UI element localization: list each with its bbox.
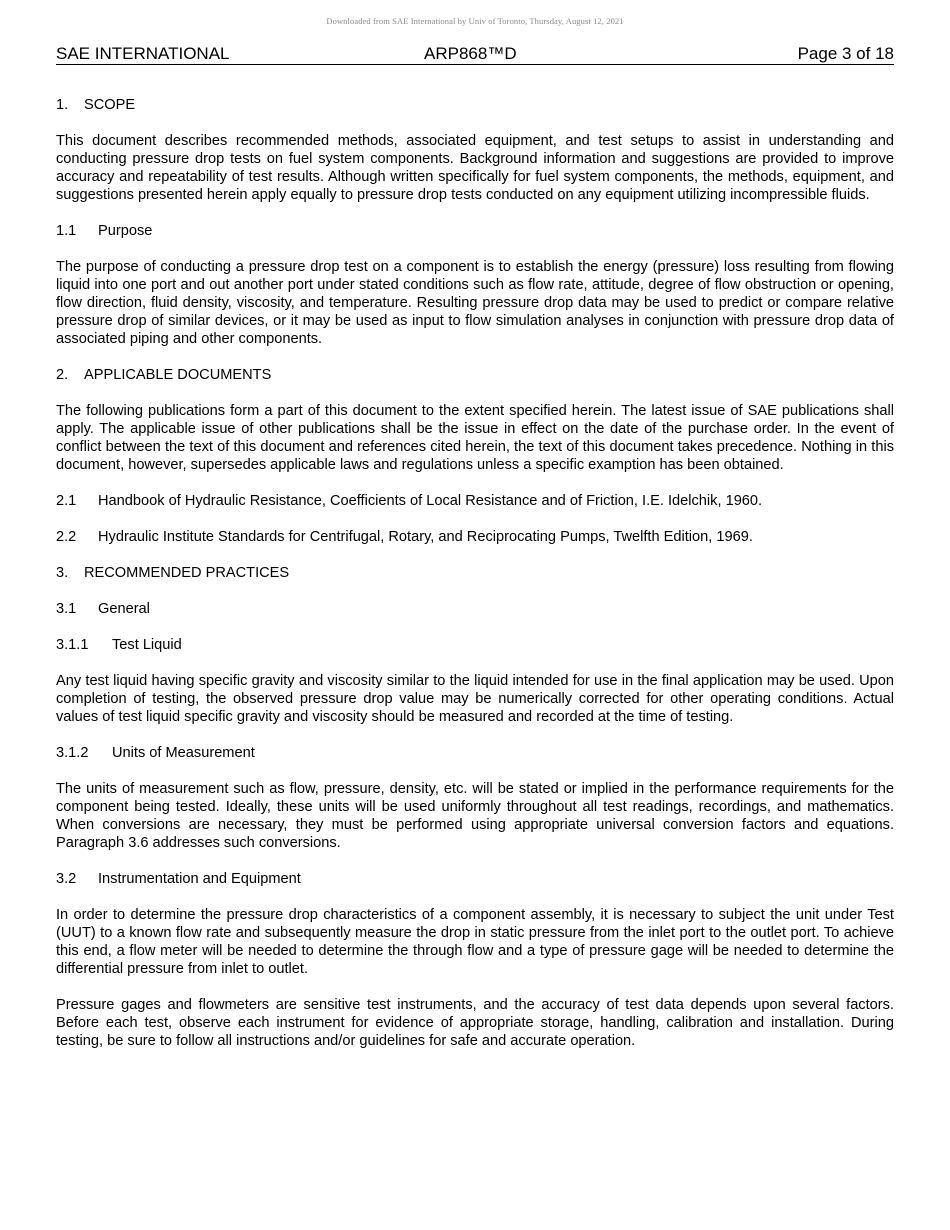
section-title: APPLICABLE DOCUMENTS xyxy=(84,367,272,383)
download-watermark: Downloaded from SAE International by Univ of Toronto, Thursday, August 12, 2021 xyxy=(326,16,624,26)
paragraph-applicable-documents: The following publications form a part of this document to the extent specified herein. The latest issue of SAE publications shall apply. The applicable issue of other publications shall be the issue in effect on the date of the purchase order. In the event of conflict between the text of this document and references cited herein, the text of this document takes precedence. Nothing in this document, however, supersedes applicable laws and regulations unless a specific examption has been obtained. xyxy=(56,403,894,473)
section-heading-general xyxy=(56,600,894,618)
section-number: 3.1 xyxy=(56,601,77,617)
paragraph-test-liquid: Any test liquid having specific gravity and viscosity similar to the liquid intended for use in the final application may be used. Upon completion of testing, the observed pressure drop value may be numerically corrected for other operating conditions. Actual values of test liquid specific gravity and viscosity should be measured and recorded at the time of testing. xyxy=(56,673,894,725)
paragraph-purpose: The purpose of conducting a pressure drop test on a component is to establish the energy (pressure) loss resulting from flowing liquid into one port and out another port under stated conditions such as flow rate, attitude, degree of flow obstruction or opening, flow direction, fluid density, viscosity, and temperature. Resulting pressure drop data may be used to predict or compare relative pressure drop of similar devices, or it may be used as input to flow simulation analyses in conjunction with pressure drop data of associated piping and other components. xyxy=(56,259,894,347)
paragraph-scope: This document describes recommended methods, associated equipment, and test setups to assist in understanding and conducting pressure drop tests on fuel system components. Background information and suggestions are provided to improve accuracy and repeatability of test results. Although written specifically for fuel system components, the methods, equipment, and suggestions presented herein apply equally to pressure drop tests conducted on any equipment utilizing incompressible fluids. xyxy=(56,133,894,203)
section-title: Instrumentation and Equipment xyxy=(98,871,301,887)
reference-2-1 xyxy=(56,492,894,510)
section-title: Units of Measurement xyxy=(112,745,255,761)
section-heading-units-of-measurement xyxy=(56,744,894,762)
reference-2-2 xyxy=(56,528,894,546)
section-number: 3.2 xyxy=(56,871,77,887)
section-number: 2. xyxy=(56,367,69,383)
section-heading-recommended-practices xyxy=(56,564,894,582)
paragraph-units-of-measurement: The units of measurement such as flow, pressure, density, etc. will be stated or implied in the performance requirements for the component being tested. Ideally, these units will be used uniformly throughout all test readings, recordings, and mathematics. When conversions are necessary, they must be performed using appropriate universal conversion factors and equations. Paragraph 3.6 addresses such conversions. xyxy=(56,781,894,851)
document-body xyxy=(56,96,894,1068)
section-number: 1.1 xyxy=(56,223,77,239)
section-number: 3. xyxy=(56,565,69,581)
section-title: Purpose xyxy=(98,223,153,239)
paragraph-instrumentation-2: Pressure gages and flowmeters are sensitive test instruments, and the accuracy of test data depends upon several factors. Before each test, observe each instrument for evidence of appropriate storage, handling, calibration and installation. During testing, be sure to follow all instructions and/or guidelines for safe and accurate operation. xyxy=(56,997,894,1049)
section-title: RECOMMENDED PRACTICES xyxy=(84,565,290,581)
section-title: Test Liquid xyxy=(112,637,182,653)
section-number: 3.1.1 xyxy=(56,637,89,653)
reference-number: 2.2 xyxy=(56,529,77,545)
header-doc-id: ARP868™D xyxy=(424,44,517,63)
reference-text: Hydraulic Institute Standards for Centrifugal, Rotary, and Reciprocating Pumps, Twelfth Edition, 1969. xyxy=(98,529,753,545)
section-number: 3.1.2 xyxy=(56,745,89,761)
section-number: 1. xyxy=(56,97,69,113)
reference-text: Handbook of Hydraulic Resistance, Coefficients of Local Resistance and of Friction, I.E. Idelchik, 1960. xyxy=(98,493,763,509)
reference-number: 2.1 xyxy=(56,493,77,509)
section-heading-instrumentation xyxy=(56,870,894,888)
section-heading-applicable-documents xyxy=(56,366,894,384)
paragraph-instrumentation-1: In order to determine the pressure drop characteristics of a component assembly, it is necessary to subject the unit under Test (UUT) to a known flow rate and subsequently measure the drop in static pressure from the inlet port to the outlet port. To achieve this end, a flow meter will be needed to determine the through flow and a type of pressure gage will be needed to determine the differential pressure from inlet to outlet. xyxy=(56,907,894,977)
page-header xyxy=(56,44,894,65)
section-heading-purpose xyxy=(56,222,894,240)
header-page-number: Page 3 of 18 xyxy=(797,44,894,63)
section-title: General xyxy=(98,601,150,617)
header-org: SAE INTERNATIONAL xyxy=(56,44,230,63)
section-heading-test-liquid xyxy=(56,636,894,654)
section-heading-scope xyxy=(56,96,894,114)
section-title: SCOPE xyxy=(84,97,136,113)
